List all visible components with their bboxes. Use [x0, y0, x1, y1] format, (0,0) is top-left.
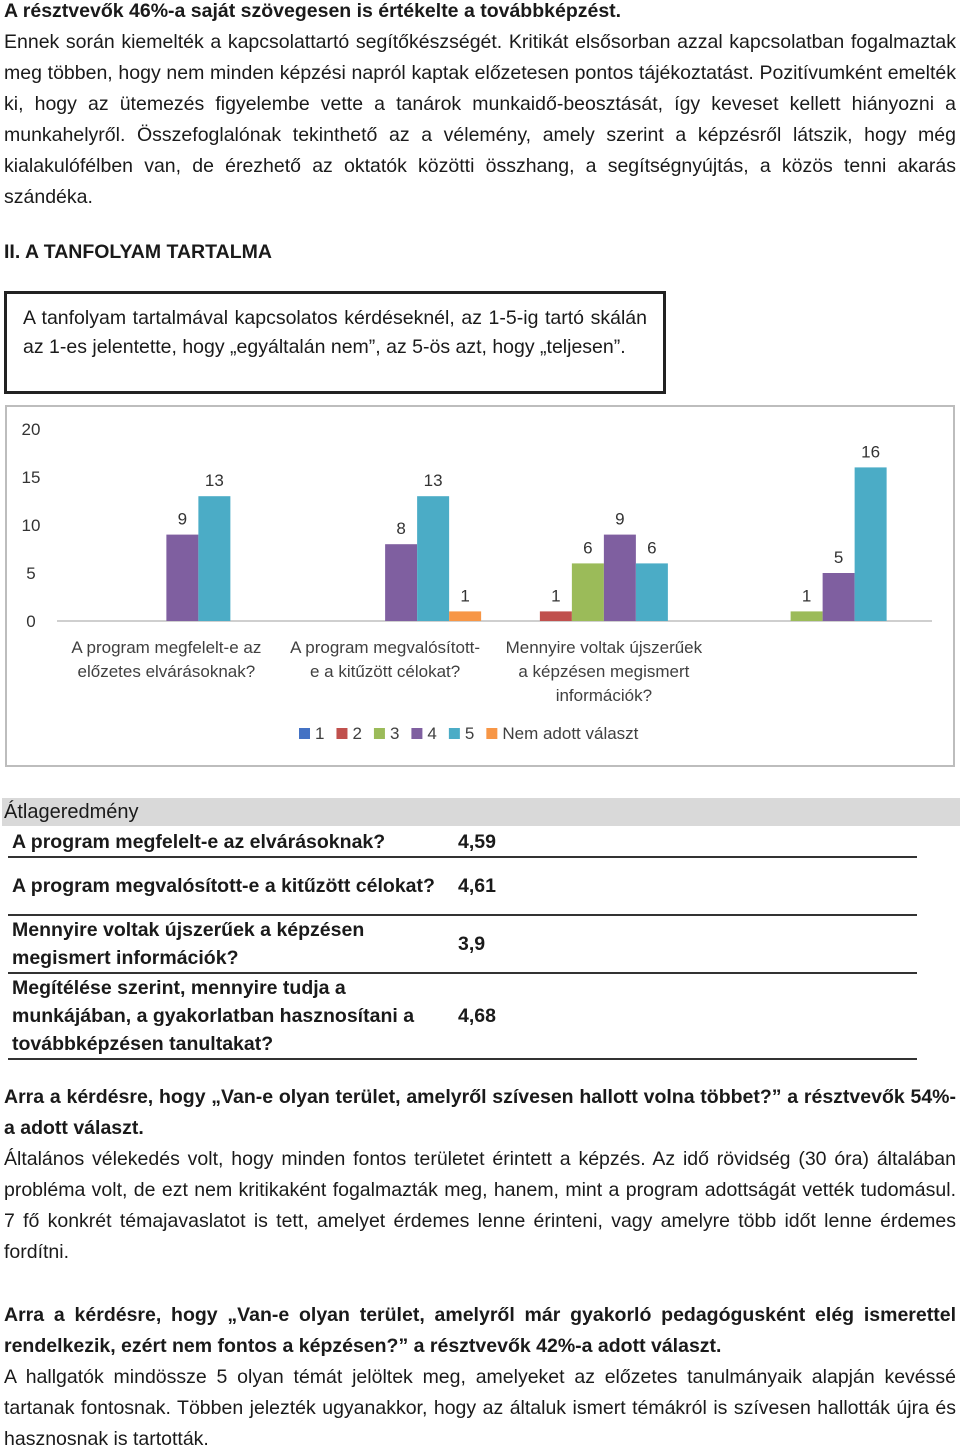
- question-more-bold: Arra a kérdésre, hogy „Van-e olyan terület, amelyről szívesen hallott volna többet?” a résztvevők 54%-a adott választ.: [4, 1086, 956, 1139]
- data-label: 9: [177, 509, 188, 529]
- intro-bold-line: A résztvevők 46%-a saját szövegesen is értékelte a továbbképzést.: [4, 0, 622, 22]
- bar: [166, 535, 198, 621]
- question-more-text: Általános vélekedés volt, hogy minden fontos területet érintett a képzés. Az idő rövidség (30 óra) általában probléma volt, de ezt nem kritikaként fogalmazták meg, hanem, mint a program adottságát vették tudomásul. 7 fő konkrét témajavaslatot is tett, amelyet érdemes lenne érinteni, vagy amelyre több időt lenne érdemes fordítni.: [4, 1148, 956, 1263]
- data-label: 6: [583, 538, 593, 558]
- category-label: Mennyire voltak újszerűek: [505, 638, 703, 657]
- legend-swatch: [449, 728, 460, 739]
- legend-label: 2: [352, 724, 362, 743]
- averages-value: 4,59: [454, 828, 917, 857]
- legend-swatch: [411, 728, 422, 739]
- bar: [417, 496, 449, 621]
- y-tick-label: 15: [21, 468, 41, 487]
- bar-chart-svg: [7, 407, 953, 765]
- averages-question: Megítélése szerint, mennyire tudja a munkájában, a gyakorlatban hasznosítani a továbbképzésen tanultakat?: [8, 973, 454, 1059]
- legend-label: 4: [427, 724, 437, 743]
- legend-swatch: [374, 728, 385, 739]
- bar: [385, 544, 417, 621]
- bar: [572, 563, 604, 621]
- data-label: 13: [423, 471, 443, 491]
- legend-label: Nem adott választ: [502, 724, 639, 743]
- bar: [604, 535, 636, 621]
- averages-question: A program megvalósított-e a kitűzött célokat?: [8, 857, 454, 915]
- data-label: 13: [204, 471, 224, 491]
- category-label: információk?: [555, 686, 653, 705]
- bar: [855, 467, 887, 621]
- averages-value: 4,61: [454, 857, 917, 915]
- averages-value: 3,9: [454, 915, 917, 973]
- y-tick-label: 10: [21, 516, 41, 535]
- bar: [198, 496, 230, 621]
- data-label: 9: [615, 509, 625, 529]
- category-label: A program megfelelt-e az: [71, 638, 262, 657]
- averages-question: Mennyire voltak újszerűek a képzésen megismert információk?: [8, 915, 454, 973]
- category-label: előzetes elvárásoknak?: [77, 662, 256, 681]
- intro-paragraph: [4, 0, 956, 213]
- category-label: A program megvalósított-: [290, 638, 481, 657]
- category-label: a képzésen megismert: [518, 662, 690, 681]
- y-tick-label: 20: [21, 420, 41, 439]
- averages-row: [8, 857, 917, 915]
- legend-label: 1: [315, 724, 325, 743]
- category-label: e a kitűzött célokat?: [309, 662, 461, 681]
- averages-header: Átlageredmény: [2, 798, 960, 826]
- intro-text: Ennek során kiemelték a kapcsolattartó segítőkészségét. Kritikát elsősorban azzal kapcsolatban fogalmaztak meg többen, hogy nem minden képzési napról kaptak előzetesen pontos tájékoztatást. Pozitívumként emelték ki, hogy az ütemezés figyelembe vette a tanárok munkaidő-beosztását, így keveset kellett hiányozni a munkahelyről. Összefoglalónak tekinthető az a vélemény, amely szerint a képzésről látszik, hogy még kialakulófélben van, de érezhető az oktatók közötti összhang, a segítségnyújtás, a közös tenni akarás szándéka.: [4, 31, 956, 208]
- averages-row: [8, 973, 917, 1059]
- question-known-text: A hallgatók mindössze 5 olyan témát jelöltek meg, amelyeket az előzetes tanulmányaik alapján kevéssé tartanak fontosnak. Többen jelezték ugyanakkor, hogy az általuk ismert témákról is szívesen hallották újra és hasznosnak is tartották.: [4, 1366, 956, 1450]
- y-tick-label: 5: [26, 564, 36, 583]
- legend-swatch: [336, 728, 347, 739]
- data-label: 1: [551, 586, 561, 606]
- question-more-paragraph: [4, 1082, 956, 1268]
- data-label: 8: [396, 519, 406, 539]
- averages-row: [8, 828, 917, 857]
- bar: [540, 611, 572, 621]
- averages-row: [8, 915, 917, 973]
- section-heading: II. A TANFOLYAM TARTALMA: [4, 241, 272, 263]
- data-label: 5: [833, 548, 844, 567]
- data-label: 1: [460, 586, 470, 606]
- bar: [791, 611, 823, 621]
- legend-label: 3: [389, 724, 400, 743]
- data-label: 16: [861, 442, 881, 462]
- y-tick-label: 0: [26, 612, 36, 631]
- averages-table: [8, 828, 917, 1060]
- data-label: 6: [647, 538, 657, 558]
- scale-note-box: A tanfolyam tartalmával kapcsolatos kérdéseknél, az 1-5-ig tartó skálán az 1-es jelentette, hogy „egyáltalán nem”, az 5-ös azt, hogy „teljesen”.: [4, 291, 666, 394]
- legend-swatch: [299, 728, 310, 739]
- legend-swatch: [486, 728, 497, 739]
- question-known-paragraph: [4, 1300, 956, 1455]
- bar: [636, 563, 668, 621]
- averages-value: 4,68: [454, 973, 917, 1059]
- question-known-bold: Arra a kérdésre, hogy „Van-e olyan terület, amelyről már gyakorló pedagógusként elég ismerettel rendelkezik, ezért nem fontos a képzésen?” a résztvevők 42%-a adott választ.: [4, 1304, 956, 1357]
- legend-label: 5: [464, 724, 475, 743]
- bar-chart: [5, 405, 955, 767]
- bar: [449, 611, 481, 621]
- averages-question: A program megfelelt-e az elvárásoknak?: [8, 828, 454, 857]
- data-label: 1: [801, 586, 812, 606]
- bar: [823, 573, 855, 621]
